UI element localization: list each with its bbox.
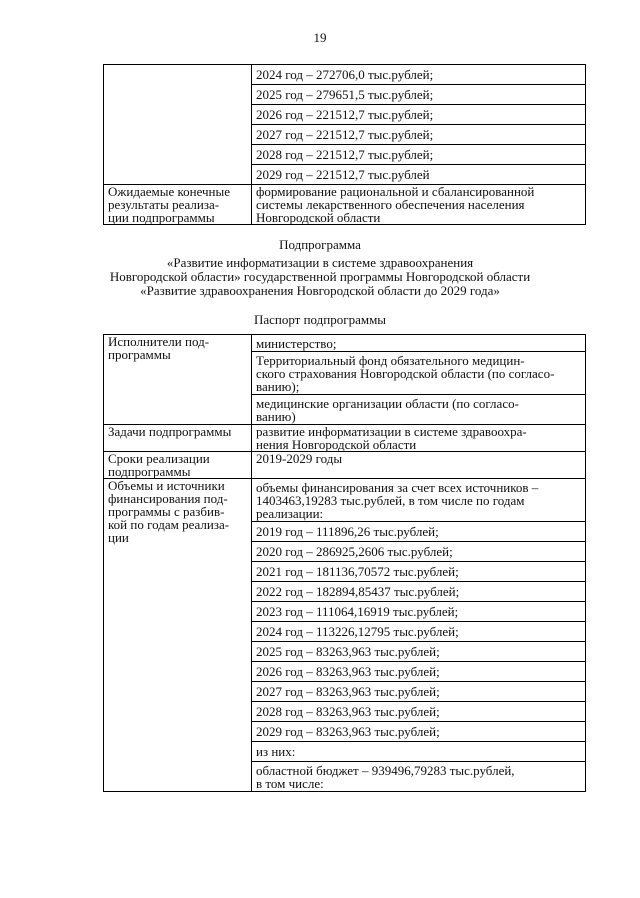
top-table: [103, 64, 586, 225]
funding-year-line: 2028 год – 221512,7 тыс.рублей;: [252, 144, 585, 164]
regional-budget: областной бюджет – 939496,79283 тыс.рублей, в том числе:: [252, 761, 585, 791]
executor-item: Территориальный фонд обязательного медицин- ского страхования Новгородской области (по согласо- ванию);: [252, 351, 585, 394]
executors-label: Исполнители под- программы: [104, 335, 252, 425]
funding-year-line: 2028 год – 83263,963 тыс.рублей;: [252, 701, 585, 721]
subprogram-title-line: Новгородской области» государственной программы Новгородской области: [109, 269, 531, 284]
page-number: 19: [313, 30, 327, 45]
funding-year-line: 2021 год – 181136,70572 тыс.рублей;: [252, 561, 585, 581]
funding-intro: объемы финансирования за счет всех источников – 1403463,19283 тыс.рублей, в том числе по годам реализации:: [256, 480, 539, 521]
funding-cell: [252, 479, 586, 792]
funding-year-line: 2029 год – 221512,7 тыс.рублей: [252, 164, 585, 184]
table-row: [104, 452, 586, 479]
funding-year-line: 2023 год – 111064,16919 тыс.рублей;: [252, 601, 585, 621]
empty-label-cell: [104, 65, 252, 185]
funding-year-line: 2027 год – 221512,7 тыс.рублей;: [252, 124, 585, 144]
funding-year-line: 2026 год – 83263,963 тыс.рублей;: [252, 661, 585, 681]
funding-year-line: 2025 год – 279651,5 тыс.рублей;: [252, 84, 585, 104]
subprogram-heading: Подпрограмма: [279, 237, 361, 252]
passport-title: Паспорт подпрограммы: [253, 312, 387, 327]
funding-year-line: 2024 год – 113226,12795 тыс.рублей;: [252, 621, 585, 641]
passport-table: [103, 334, 586, 792]
table-row: [104, 335, 586, 425]
funding-year-line: 2019 год – 111896,26 тыс.рублей;: [252, 521, 585, 541]
tasks-text: развитие информатизации в системе здравоохра- нения Новгородской области: [252, 425, 586, 452]
subprogram-title-line: «Развитие здравоохранения Новгородской области до 2029 года»: [140, 283, 500, 298]
funding-years-cell: [252, 65, 586, 185]
subprogram-title-line: «Развитие информатизации в системе здравоохранения: [166, 255, 474, 270]
funding-year-line: 2020 год – 286925,2606 тыс.рублей;: [252, 541, 585, 561]
executor-item: медицинские организации области (по согласо- ванию): [252, 394, 585, 424]
executor-item: министерство;: [256, 336, 337, 351]
terms-label: Сроки реализации подпрограммы: [104, 452, 252, 479]
funding-year-line: 2026 год – 221512,7 тыс.рублей;: [252, 104, 585, 124]
funding-year-line: 2029 год – 83263,963 тыс.рублей;: [252, 721, 585, 741]
funding-year-line: 2024 год – 272706,0 тыс.рублей;: [256, 67, 434, 82]
terms-text: 2019-2029 годы: [252, 452, 586, 479]
results-text: формирование рациональной и сбалансированной системы лекарственного обеспечения населения Новгородской области: [252, 185, 586, 225]
funding-year-line: 2022 год – 182894,85437 тыс.рублей;: [252, 581, 585, 601]
funding-year-line: 2027 год – 83263,963 тыс.рублей;: [252, 681, 585, 701]
results-label: Ожидаемые конечные результаты реализа- ции подпрограммы: [104, 185, 252, 225]
of-them-label: из них:: [252, 741, 585, 761]
table-row: [104, 425, 586, 452]
tasks-label: Задачи подпрограммы: [104, 425, 252, 452]
table-row: [104, 65, 586, 185]
funding-label: Объемы и источники финансирования под- программы с разбив- кой по годам реализа- ции: [104, 479, 252, 792]
table-row: [104, 479, 586, 792]
executors-cell: [252, 335, 586, 425]
funding-year-line: 2025 год – 83263,963 тыс.рублей;: [252, 641, 585, 661]
table-row: [104, 185, 586, 225]
